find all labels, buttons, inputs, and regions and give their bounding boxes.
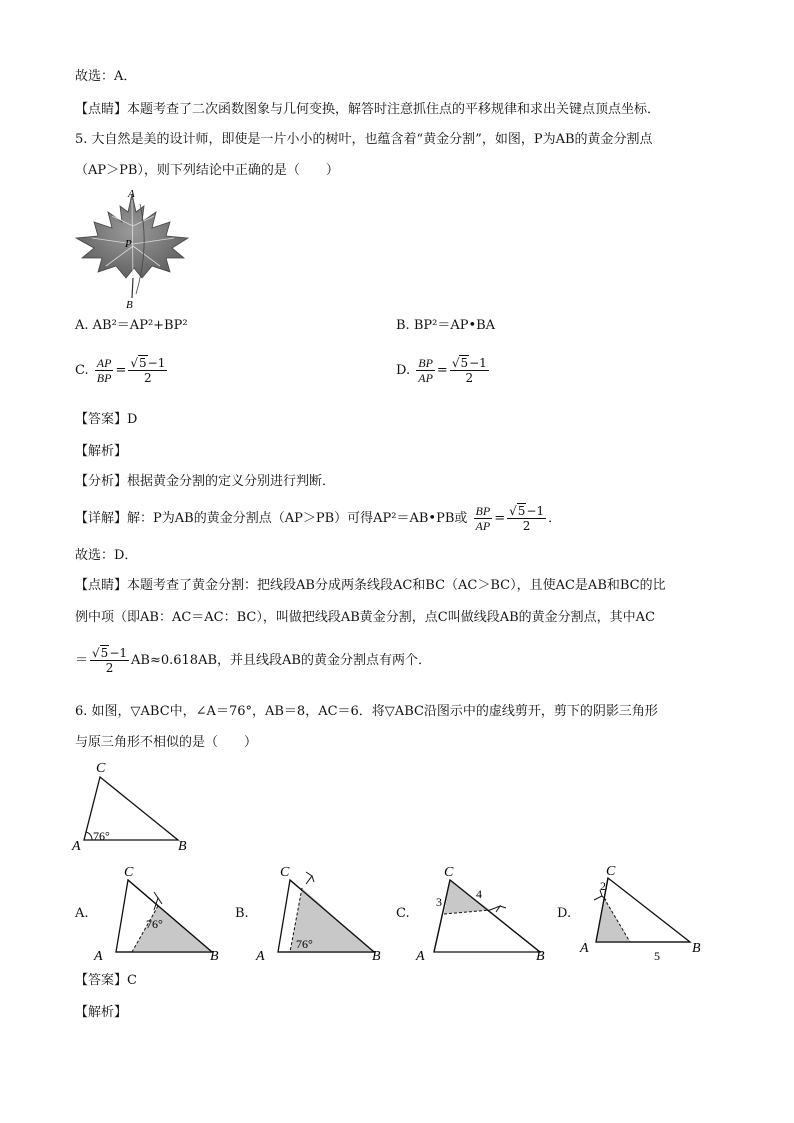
option-c-label: C. (75, 363, 89, 378)
q5-comment-line1: 【点睛】本题考查了黄金分割：把线段AB分成两条线段AC和BC（AC＞BC），且使AC是AB和BC的比 (75, 578, 666, 593)
maple-leaf-figure (70, 186, 196, 310)
angle-label: 76° (296, 937, 313, 951)
q6-option-b-figure (250, 860, 390, 964)
angle-arc (86, 832, 92, 840)
option-c-lhs: $\frac{AP}{BP}$ (96, 356, 112, 385)
detail-rhs: $\frac{√5-1}{2}$ (509, 504, 545, 533)
side-mark-3: 3 (436, 895, 442, 909)
option-d-label: D. (396, 363, 411, 378)
detail-lhs: $\frac{BP}{AP}$ (475, 504, 491, 533)
label-b: B (536, 949, 545, 964)
comment-frac: $\frac{√5-1}{2}$ (92, 646, 128, 675)
q6-option-c-label: C. (396, 906, 410, 921)
option-d-lhs: $\frac{BP}{AP}$ (418, 356, 433, 385)
q5-option-c: C. $\frac{AP}{BP}$ = $\frac{√5-1}{2}$ (75, 356, 166, 385)
q6-option-c-figure (412, 860, 552, 964)
side-mark-5: 5 (654, 949, 660, 963)
q4-comment: 【点睛】本题考查了二次函数图象与几何变换，解答时注意抓住点的平移规律和求出关键点顶点坐标． (75, 102, 661, 117)
label-a: A (94, 949, 103, 964)
shaded-triangle (596, 898, 630, 942)
label-a: A (72, 839, 81, 854)
q5-comment-line2: 例中项（即AB：AC＝AC：BC），叫做把线段AB黄金分割，点C叫做线段AB的黄金分割点，其中AC (75, 610, 656, 625)
q5-option-a: A. AB²＝AP²+BP² (75, 318, 188, 333)
option-c-rhs: $\frac{√5-1}{2}$ (130, 356, 166, 385)
side-bc (450, 880, 540, 952)
q6-analysis-label: 【解析】 (75, 1005, 128, 1020)
angle-label: 76° (93, 829, 110, 843)
q4-answer-line: 故选：A． (75, 69, 137, 84)
detail-end: ． (548, 511, 562, 526)
label-a: A (256, 949, 265, 964)
q5-answer: 【答案】D (75, 412, 138, 427)
label-a: A (128, 188, 135, 200)
angle-label: 76° (146, 917, 163, 931)
q6-stem-line2: 与原三角形不相似的是（ ） (75, 735, 258, 750)
side-ac (434, 880, 450, 952)
label-c: C (444, 865, 454, 880)
option-d-rhs: $\frac{√5-1}{2}$ (451, 356, 487, 385)
q6-option-b-label: B. (235, 906, 249, 921)
label-b: B (126, 299, 133, 310)
q5-stem-line1: 5. 大自然是美的设计师，即使是一片小小的树叶，也蕴含着“黄金分割”，如图，P为AB的黄金分割点 (75, 132, 653, 147)
side-mark-4: 4 (476, 887, 482, 901)
q5-conclusion: 故选：D． (75, 548, 138, 563)
label-c: C (124, 865, 134, 880)
label-b: B (210, 949, 219, 964)
q5-comment-line3: ＝ $\frac{√5-1}{2}$ AB≈0.618AB，并且线段AB的黄金分割点有两个． (75, 646, 431, 675)
comment-line3-text: AB≈0.618AB，并且线段AB的黄金分割点有两个． (131, 653, 431, 668)
q6-stem-line1: 6. 如图，▽ABC中，∠A＝76°，AB＝8，AC＝6．将▽ABC沿图示中的虚线剪开，剪下的阴影三角形 (75, 704, 658, 719)
q6-option-d-label: D. (557, 906, 572, 921)
label-a: A (580, 941, 589, 956)
q5-analysis-label: 【解析】 (75, 444, 128, 459)
shaded-triangle (444, 880, 490, 914)
label-c: C (606, 864, 616, 879)
q5-detail: 【详解】解：P为AB的黄金分割点（AP＞PB）可得AP²＝AB•PB或 $\frac{BP}{AP}$ = $\frac{√5-1}{2}$ ． (75, 504, 562, 533)
label-b: B (692, 941, 701, 956)
label-p: P (125, 238, 132, 250)
q6-option-a-figure (88, 860, 228, 964)
label-c: C (96, 761, 106, 776)
scissors-icon (306, 872, 314, 884)
label-b: B (178, 839, 187, 854)
label-c: C (280, 865, 290, 880)
side-mark-2: 2 (600, 879, 606, 893)
label-a: A (416, 949, 425, 964)
q5-stem-line2: （AP＞PB），则下列结论中正确的是（ ） (75, 163, 339, 178)
q6-answer: 【答案】C (75, 973, 137, 988)
q6-option-a-label: A. (75, 906, 89, 921)
q6-option-d-figure (574, 860, 714, 964)
q6-main-triangle (70, 760, 200, 856)
scissors-icon (490, 906, 506, 912)
q5-option-d: D. $\frac{BP}{AP}$ = $\frac{√5-1}{2}$ (396, 356, 487, 385)
shaded-triangle (132, 906, 212, 952)
label-b: B (372, 949, 381, 964)
q5-analysis: 【分析】根据黄金分割的定义分别进行判断． (75, 474, 336, 489)
detail-text: 【详解】解：P为AB的黄金分割点（AP＞PB）可得AP²＝AB•PB或 (75, 511, 468, 526)
q5-option-b: B. BP²＝AP•BA (396, 318, 496, 333)
leaf-stem (132, 278, 133, 298)
